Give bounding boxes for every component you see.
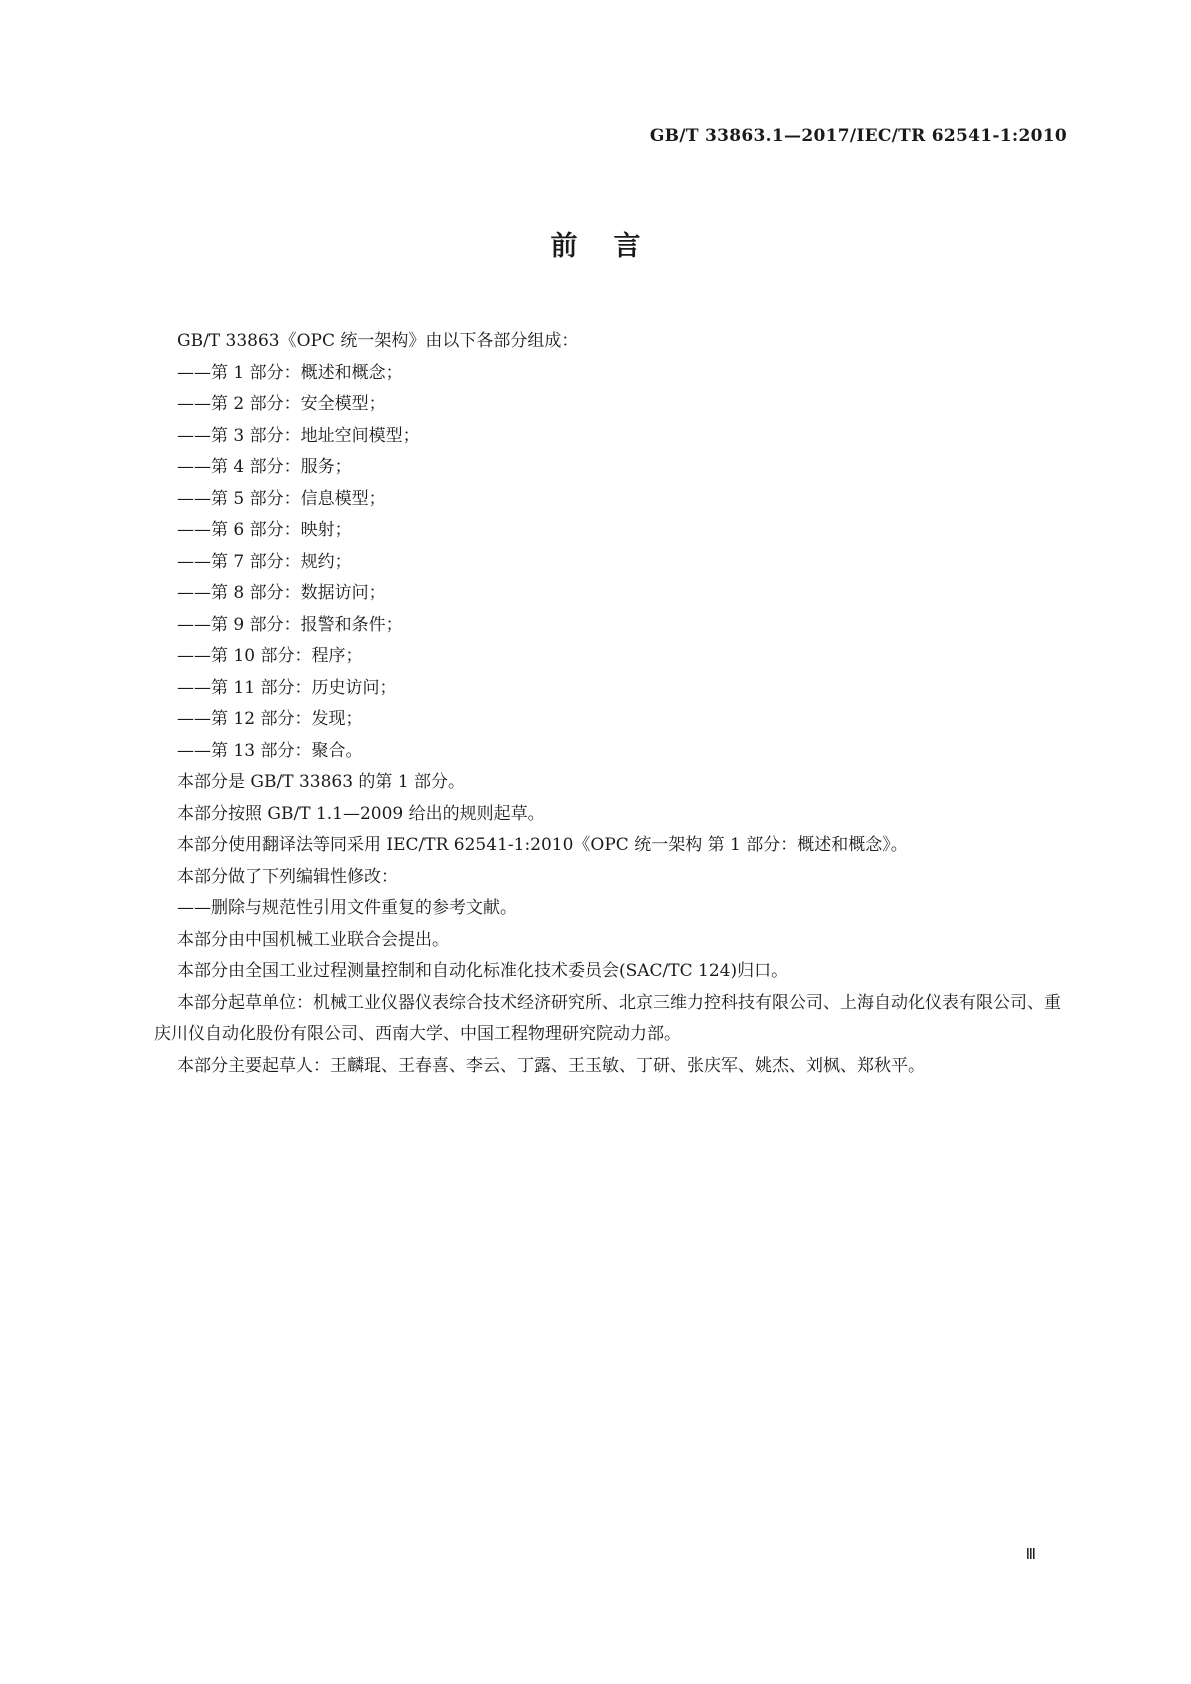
adoption-statement: 本部分使用翻译法等同采用 IEC/TR 62541-1:2010《OPC 统一架构 第 1 部分：概述和概念》。 <box>177 835 908 855</box>
list-item: ——第 9 部分：报警和条件； <box>177 614 403 635</box>
drafters-statement: 本部分主要起草人：王麟琨、王春喜、李云、丁露、王玉敏、丁研、张庆军、姚杰、刘枫、郑秋平。 <box>177 1055 925 1076</box>
list-item: ——第 2 部分：安全模型； <box>177 394 386 414</box>
document-code: GB/T 33863.1—2017/IEC/TR 62541-1:2010 <box>649 126 1067 146</box>
page-title: 前言 <box>550 231 677 262</box>
page-number: Ⅲ <box>1025 1547 1036 1563</box>
list-item: ——第 12 部分：发现； <box>177 709 363 729</box>
list-item: ——第 7 部分：规约； <box>177 551 352 572</box>
list-item: ——第 1 部分：概述和概念； <box>177 362 403 383</box>
list-item: ——第 10 部分：程序； <box>177 646 363 666</box>
list-item: ——第 5 部分：信息模型； <box>177 488 386 509</box>
proposed-by-statement: 本部分由中国机械工业联合会提出。 <box>177 929 449 950</box>
intro-paragraph: GB/T 33863《OPC 统一架构》由以下各部分组成： <box>177 331 579 351</box>
list-item: ——第 11 部分：历史访问； <box>177 677 397 698</box>
drafting-units-statement: 本部分起草单位：机械工业仪器仪表综合技术经济研究所、北京三维力控科技有限公司、上海自动化仪表有限公司、重庆川仪自动化股份有限公司、西南大学、中国工程物理研究院动力部。 <box>154 992 1061 1044</box>
document-body <box>154 326 1067 1082</box>
list-item: ——第 3 部分：地址空间模型； <box>177 425 420 446</box>
list-item: ——第 6 部分：映射； <box>177 520 352 540</box>
edit-item: ——删除与规范性引用文件重复的参考文献。 <box>177 898 517 918</box>
managed-by-statement: 本部分由全国工业过程测量控制和自动化标准化技术委员会(SAC/TC 124)归口。 <box>177 961 789 981</box>
parts-list <box>154 358 1067 768</box>
part-of-statement: 本部分是 GB/T 33863 的第 1 部分。 <box>177 772 466 792</box>
list-item: ——第 13 部分：聚合。 <box>177 740 363 761</box>
drafting-rules-statement: 本部分按照 GB/T 1.1—2009 给出的规则起草。 <box>177 803 545 824</box>
list-item: ——第 4 部分：服务； <box>177 457 352 477</box>
edits-intro: 本部分做了下列编辑性修改： <box>177 866 398 887</box>
list-item: ——第 8 部分：数据访问； <box>177 583 386 603</box>
